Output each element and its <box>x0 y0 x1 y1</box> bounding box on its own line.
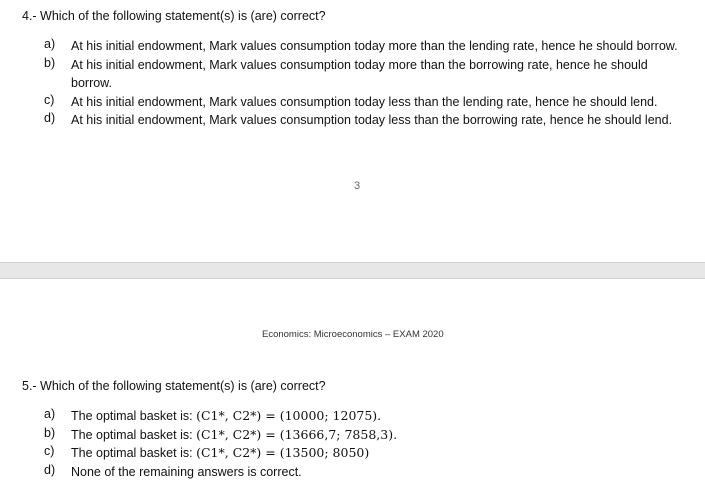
running-header: Economics: Microeconomics – EXAM 2020 <box>262 329 444 340</box>
option-letter: b) <box>44 425 56 440</box>
question-5-option-b[interactable] <box>44 426 397 445</box>
option-text <box>71 444 397 463</box>
option-letter: d) <box>44 111 56 125</box>
option-prefix: The optimal basket is: <box>71 409 197 423</box>
option-prefix: The optimal basket is: <box>71 446 197 460</box>
option-letter: c) <box>44 444 55 458</box>
option-text: None of the remaining answers is correct. <box>71 464 302 479</box>
question-5-option-a[interactable] <box>44 407 397 426</box>
option-letter: c) <box>44 92 55 107</box>
page-separator <box>0 262 705 279</box>
page-number: 3 <box>354 180 361 192</box>
question-5-option-c[interactable] <box>44 444 397 463</box>
option-math: (C1*, C2*) = (13666,7; 7858,3). <box>196 426 398 442</box>
option-letter: a) <box>44 37 56 51</box>
page-4 <box>0 279 705 502</box>
option-math: (C1*, C2*) = (10000; 12075). <box>196 408 382 423</box>
option-text: At his initial endowment, Mark values consumption today more than the lending rate, hence he should borrow. <box>71 39 678 53</box>
option-text: At his initial endowment, Mark values consumption today less than the lending rate, hence he should lend. <box>71 94 658 109</box>
option-letter: d) <box>44 462 56 477</box>
option-text: At his initial endowment, Mark values consumption today less than the borrowing rate, hence he should lend. <box>71 113 673 127</box>
option-text: At his initial endowment, Mark values consumption today more than the borrowing rate, hence he should borrow. <box>71 57 648 90</box>
question-4-title: 4.- Which of the following statement(s) is (are) correct? <box>22 9 326 23</box>
question-4-option-b[interactable] <box>44 56 691 93</box>
option-text <box>71 407 397 426</box>
question-4-option-d[interactable] <box>44 111 691 130</box>
question-5-title: 5.- Which of the following statement(s) is (are) correct? <box>22 379 326 393</box>
option-text <box>71 426 397 445</box>
question-4-option-a[interactable] <box>44 37 691 56</box>
question-5-option-d[interactable] <box>44 463 397 482</box>
option-math: (C1*, C2*) = (13500; 8050) <box>196 445 370 460</box>
question-4-options <box>44 37 691 130</box>
option-prefix: The optimal basket is: <box>71 427 197 442</box>
question-4-option-c[interactable] <box>44 93 691 112</box>
option-letter: b) <box>44 55 56 70</box>
option-letter: a) <box>44 407 56 421</box>
question-5-options <box>44 407 397 481</box>
